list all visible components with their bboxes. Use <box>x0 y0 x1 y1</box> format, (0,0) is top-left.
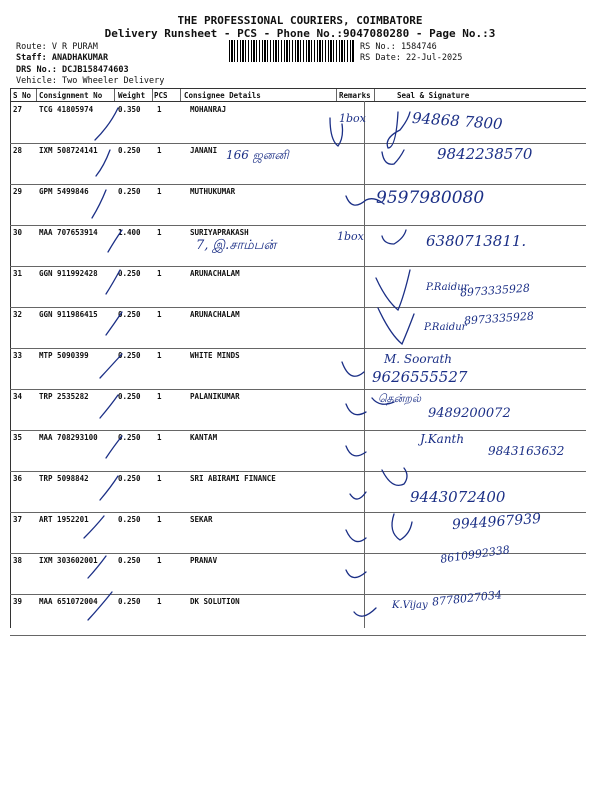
handwritten-phone: 9443072400 <box>410 488 506 506</box>
row-divider <box>10 430 586 431</box>
row-weight: 0.250 <box>118 433 141 442</box>
header-consignment: Consignment No <box>39 91 103 100</box>
col-divider <box>36 89 37 101</box>
table-header-bottom-border <box>10 101 586 102</box>
row-sno: 28 <box>13 146 23 155</box>
row-pcs: 1 <box>157 597 162 606</box>
row-pcs: 1 <box>157 146 162 155</box>
row-sno: 27 <box>13 105 23 114</box>
row-weight: 0.250 <box>118 146 141 155</box>
row-divider <box>10 225 586 226</box>
handwritten-phone: 9842238570 <box>437 145 533 163</box>
header-sno: S No <box>13 91 32 100</box>
header-pcs: PCS <box>154 91 168 100</box>
handwritten-phone: 6380713811. <box>426 232 527 250</box>
row-consignment: IXM 508724141 <box>39 146 98 155</box>
row-weight: 0.250 <box>118 392 141 401</box>
runsheet-subtitle: Delivery Runsheet - PCS - Phone No.:9047080280 - Page No.:3 <box>104 27 496 40</box>
row-sno: 38 <box>13 556 23 565</box>
row-weight: 0.250 <box>118 556 141 565</box>
handwritten-name: P.Raidur <box>426 282 469 293</box>
row-weight: 0.250 <box>118 515 141 524</box>
handwritten-name: P.Raidur <box>424 322 467 333</box>
row-divider <box>10 389 586 390</box>
row-consignee: SRI ABIRAMI FINANCE <box>190 474 276 483</box>
rs-number: RS No.: 1584746 <box>360 42 437 52</box>
row-pcs: 1 <box>157 474 162 483</box>
row-weight: 1.400 <box>118 228 141 237</box>
handwritten-note: 7, இ.சாம்பன் <box>196 238 277 253</box>
row-consignee: SURIYAPRAKASH <box>190 228 249 237</box>
row-divider <box>10 143 586 144</box>
row-weight: 0.350 <box>118 105 141 114</box>
row-sno: 34 <box>13 392 23 401</box>
handwritten-note: 166 ஜனனி <box>226 148 289 162</box>
row-weight: 0.250 <box>118 187 141 196</box>
row-divider <box>10 471 586 472</box>
handwritten-phone: 8973335928 <box>459 281 531 300</box>
handwritten-phone: 8778027034 <box>431 588 503 609</box>
row-consignment: GGN 911986415 <box>39 310 98 319</box>
barcode <box>229 40 354 62</box>
col-divider <box>364 101 365 628</box>
handwritten-name: தென்றல் <box>378 392 422 405</box>
row-pcs: 1 <box>157 351 162 360</box>
row-divider <box>10 307 586 308</box>
row-pcs: 1 <box>157 187 162 196</box>
row-consignment: GPM 5499846 <box>39 187 89 196</box>
row-weight: 0.250 <box>118 269 141 278</box>
col-divider <box>374 89 375 101</box>
drs-label: DRS No.: DCJB158474603 <box>16 65 129 75</box>
row-pcs: 1 <box>157 228 162 237</box>
handwritten-remark: 1box <box>339 112 366 125</box>
row-pcs: 1 <box>157 556 162 565</box>
row-divider <box>10 266 586 267</box>
row-sno: 31 <box>13 269 23 278</box>
row-sno: 29 <box>13 187 23 196</box>
row-consignment: TRP 5098842 <box>39 474 89 483</box>
row-pcs: 1 <box>157 433 162 442</box>
col-divider <box>152 89 153 101</box>
row-consignment: MAA 651072004 <box>39 597 98 606</box>
row-pcs: 1 <box>157 310 162 319</box>
header-remarks: Remarks <box>339 91 371 100</box>
row-sno: 33 <box>13 351 23 360</box>
row-sno: 39 <box>13 597 23 606</box>
row-consignee: MOHANRAJ <box>190 105 227 114</box>
row-divider <box>10 184 586 185</box>
company-title: THE PROFESSIONAL COURIERS, COIMBATORE <box>177 14 423 27</box>
row-consignment: TRP 2535282 <box>39 392 89 401</box>
row-pcs: 1 <box>157 269 162 278</box>
row-consignee: SEKAR <box>190 515 213 524</box>
row-consignment: ART 1952201 <box>39 515 89 524</box>
row-consignee: ARUNACHALAM <box>190 269 240 278</box>
handwritten-phone: 8973335928 <box>463 309 535 328</box>
col-divider <box>180 89 181 101</box>
handwritten-phone: 9626555527 <box>372 368 468 386</box>
header-weight: Weight <box>118 91 146 100</box>
handwritten-phone: 9944967939 <box>451 510 542 534</box>
header-seal: Seal & Signature <box>397 91 470 100</box>
col-divider <box>114 89 115 101</box>
row-consignee: KANTAM <box>190 433 218 442</box>
handwritten-phone: 9597980080 <box>376 188 485 208</box>
row-consignee: JANANI <box>190 146 218 155</box>
handwritten-phone: 9489200072 <box>428 406 511 421</box>
handwritten-phone: 9843163632 <box>488 444 565 458</box>
row-pcs: 1 <box>157 105 162 114</box>
col-divider <box>336 89 337 101</box>
handwritten-name: M. Soorath <box>384 352 453 366</box>
handwritten-phone: 94868 7800 <box>411 108 504 134</box>
row-consignee: PALANIKUMAR <box>190 392 240 401</box>
row-weight: 0.250 <box>118 474 141 483</box>
row-divider <box>10 635 586 636</box>
row-consignee: ARUNACHALAM <box>190 310 240 319</box>
row-consignee: MUTHUKUMAR <box>190 187 236 196</box>
row-consignment: IXM 303602001 <box>39 556 98 565</box>
handwritten-name: J.Kanth <box>420 432 465 446</box>
rs-date: RS Date: 22-Jul-2025 <box>360 53 463 63</box>
route-label: Route: V R PURAM <box>16 42 98 52</box>
row-pcs: 1 <box>157 392 162 401</box>
handwritten-phone: 8610992338 <box>439 543 511 566</box>
row-weight: 0.250 <box>118 310 141 319</box>
row-pcs: 1 <box>157 515 162 524</box>
row-weight: 0.250 <box>118 351 141 360</box>
row-consignment: TCG 41805974 <box>39 105 94 114</box>
row-consignment: MTP 5090399 <box>39 351 89 360</box>
row-sno: 30 <box>13 228 23 237</box>
row-divider <box>10 348 586 349</box>
table-header-top-border <box>10 88 586 89</box>
table-left-border <box>10 89 11 628</box>
row-consignee: PRANAV <box>190 556 218 565</box>
handwritten-name: K.Vijay <box>392 600 428 611</box>
staff-label: Staff: ANADHAKUMAR <box>16 53 109 63</box>
row-sno: 35 <box>13 433 23 442</box>
row-sno: 32 <box>13 310 23 319</box>
row-consignment: MAA 707653914 <box>39 228 98 237</box>
row-consignee: DK SOLUTION <box>190 597 240 606</box>
handwritten-remark: 1box <box>337 230 364 243</box>
row-sno: 37 <box>13 515 23 524</box>
row-consignment: GGN 911992428 <box>39 269 98 278</box>
row-weight: 0.250 <box>118 597 141 606</box>
row-consignee: WHITE MINDS <box>190 351 240 360</box>
row-sno: 36 <box>13 474 23 483</box>
vehicle-label: Vehicle: Two Wheeler Delivery <box>16 76 165 86</box>
header-consignee: Consignee Details <box>184 91 261 100</box>
row-consignment: MAA 708293100 <box>39 433 98 442</box>
